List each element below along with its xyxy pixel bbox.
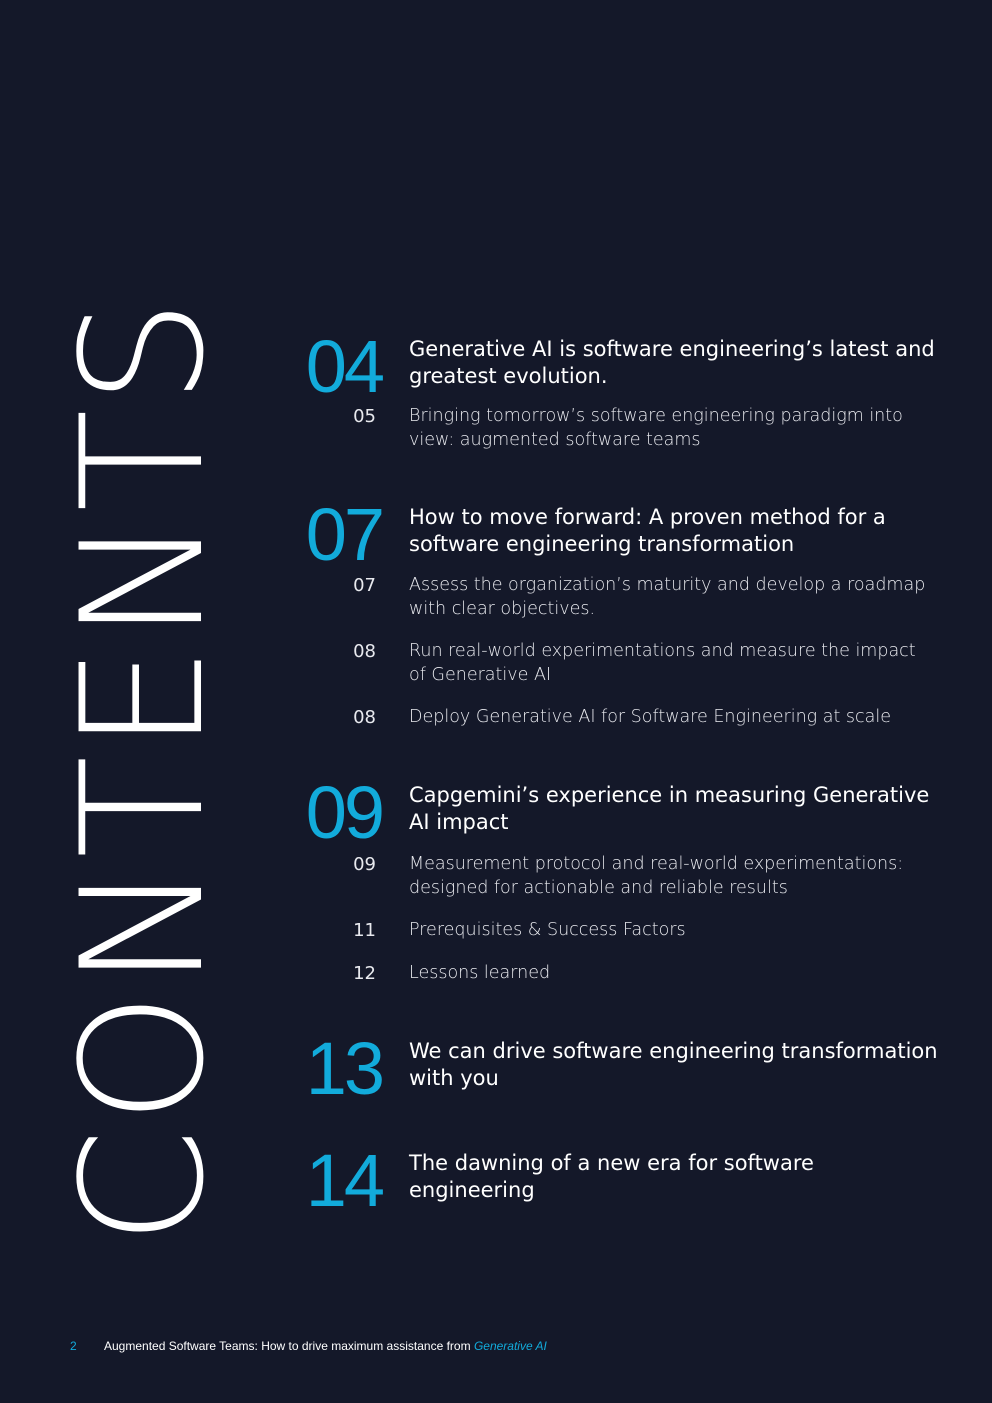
section-number: 13 [305,1027,382,1110]
toc-item-text: Lessons learned [409,963,551,983]
section-number: 04 [305,325,382,408]
toc-item-text: Measurement protocol and real-world experimentations: designed for actionable and reliable results [409,854,904,898]
section-number: 14 [305,1139,382,1222]
toc-item-page: 07 [353,575,376,596]
toc-item-page: 05 [353,406,376,427]
toc-item-page: 11 [353,920,376,941]
section-number: 09 [305,771,382,854]
section-title: Capgemini’s experience in measuring Generative AI impact [409,783,930,834]
toc-item-text: Bringing tomorrow’s software engineering paradigm into view: augmented software teams [409,406,903,450]
footer-document-title [104,1339,547,1353]
toc-item-page: 09 [353,854,376,875]
toc-item-text: Assess the organization’s maturity and develop a roadmap with clear objectives. [409,575,926,619]
section-number: 07 [305,493,382,576]
footer-title-text: Augmented Software Teams: How to drive maximum assistance from [104,1339,471,1353]
contents-heading: CONTENTS [45,294,241,1246]
toc-item-page: 08 [353,707,376,728]
toc-item-page: 12 [353,963,376,984]
toc-item-text: Run real-world experimentations and measure the impact of Generative AI [409,641,916,685]
footer-page-number: 2 [70,1339,77,1353]
toc-item-text: Prerequisites & Success Factors [409,920,686,940]
toc-item-page: 08 [353,641,376,662]
footer-title-accent: Generative AI [473,1339,547,1353]
page-footer [0,1339,992,1357]
section-title: We can drive software engineering transformation with you [409,1039,938,1090]
toc-item-text: Deploy Generative AI for Software Engineering at scale [409,707,891,727]
section-title: Generative AI is software engineering’s latest and greatest evolution. [409,337,935,388]
section-title: The dawning of a new era for software engineering [409,1151,814,1202]
section-title: How to move forward: A proven method for a software engineering transformation [409,505,886,556]
